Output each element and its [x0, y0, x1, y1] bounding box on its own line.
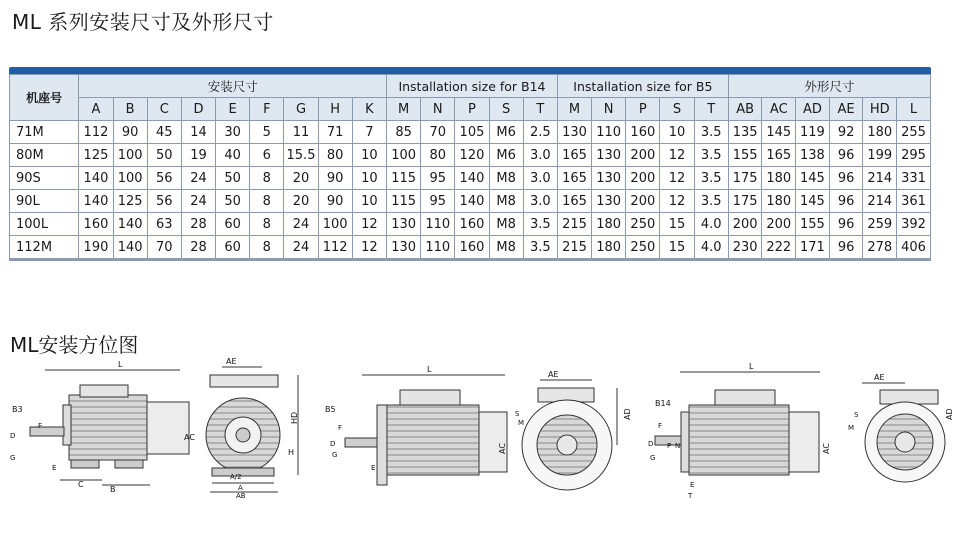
- table-cell: M8: [489, 213, 523, 236]
- frame-size-cell: 90L: [10, 190, 79, 213]
- table-cell: 250: [626, 236, 660, 259]
- table-row: [10, 236, 931, 259]
- table-cell: 28: [181, 213, 215, 236]
- table-cell: 3.5: [694, 167, 728, 190]
- b3-dim-g: G: [10, 454, 16, 462]
- column-header: T: [523, 98, 557, 121]
- table-cell: 155: [728, 144, 762, 167]
- table-cell: 155: [796, 213, 830, 236]
- column-header: G: [284, 98, 318, 121]
- table-cell: 140: [455, 190, 489, 213]
- b5-dim-l: L: [427, 365, 432, 374]
- table-cell: 11: [284, 121, 318, 144]
- table-cell: 90: [113, 121, 147, 144]
- table-cell: 331: [897, 167, 931, 190]
- table-cell: 4.0: [694, 236, 728, 259]
- table-cell: 115: [387, 167, 421, 190]
- table-cell: 95: [421, 190, 455, 213]
- b14-dim-m: M: [848, 424, 855, 432]
- table-cell: 200: [626, 190, 660, 213]
- table-cell: 255: [897, 121, 931, 144]
- b3-side-view: [10, 360, 195, 494]
- table-cell: 112: [79, 121, 113, 144]
- table-cell: 92: [829, 121, 863, 144]
- table-cell: 71: [318, 121, 352, 144]
- table-cell: 165: [557, 167, 591, 190]
- column-header: AE: [829, 98, 863, 121]
- table-cell: 214: [863, 167, 897, 190]
- b14-dim-p: P: [667, 442, 672, 450]
- b14-dim-ad: AD: [945, 408, 954, 420]
- column-header: K: [352, 98, 386, 121]
- table-cell: 165: [557, 190, 591, 213]
- column-header: AD: [796, 98, 830, 121]
- b14-dim-l: L: [749, 362, 754, 371]
- table-cell: 100: [387, 144, 421, 167]
- table-cell: 70: [147, 236, 181, 259]
- b5-side-view: [325, 365, 507, 485]
- table-cell: 145: [762, 121, 796, 144]
- b14-dim-ac: AC: [822, 443, 831, 454]
- frame-size-cell: 71M: [10, 121, 79, 144]
- table-cell: 80: [318, 144, 352, 167]
- table-cell: 3.0: [523, 144, 557, 167]
- b14-dim-e: E: [690, 481, 695, 489]
- b14-dim-s: S: [854, 411, 859, 419]
- table-cell: 90: [318, 167, 352, 190]
- table-bottom-line: [9, 259, 931, 261]
- table-cell: 130: [592, 144, 626, 167]
- table-cell: M8: [489, 236, 523, 259]
- table-cell: 4.0: [694, 213, 728, 236]
- table-cell: 119: [796, 121, 830, 144]
- b5-dim-ac: AC: [498, 443, 507, 454]
- table-cell: 200: [762, 213, 796, 236]
- table-cell: 8: [250, 167, 284, 190]
- table-cell: 96: [829, 144, 863, 167]
- b3-dim-a2: A/2: [230, 473, 242, 481]
- column-header: M: [387, 98, 421, 121]
- b3-dim-c: C: [78, 480, 84, 489]
- table-cell: 24: [284, 213, 318, 236]
- table-cell: 100: [113, 167, 147, 190]
- table-cell: 214: [863, 190, 897, 213]
- column-header: L: [897, 98, 931, 121]
- table-cell: 130: [387, 213, 421, 236]
- b5-dim-ae: AE: [548, 370, 559, 379]
- table-cell: 56: [147, 190, 181, 213]
- column-header: HD: [863, 98, 897, 121]
- table-cell: M8: [489, 167, 523, 190]
- table-cell: 130: [592, 167, 626, 190]
- table-cell: 115: [387, 190, 421, 213]
- column-header: A: [79, 98, 113, 121]
- table-cell: 8: [250, 236, 284, 259]
- table-cell: 200: [626, 167, 660, 190]
- table-cell: 8: [250, 190, 284, 213]
- table-cell: 5: [250, 121, 284, 144]
- table-cell: 140: [79, 167, 113, 190]
- b5-dim-d: D: [330, 440, 336, 448]
- table-cell: 10: [352, 190, 386, 213]
- table-cell: 63: [147, 213, 181, 236]
- table-cell: 130: [592, 190, 626, 213]
- mounting-diagrams: [0, 350, 959, 539]
- column-header: H: [318, 98, 352, 121]
- b3-dim-hd: HD: [290, 411, 299, 424]
- table-row: [10, 213, 931, 236]
- table-cell: 100: [113, 144, 147, 167]
- table-cell: 250: [626, 213, 660, 236]
- b3-dim-ab: AB: [236, 492, 246, 500]
- table-cell: 110: [592, 121, 626, 144]
- page-title: ML 系列安装尺寸及外形尺寸: [12, 10, 274, 34]
- column-header: E: [216, 98, 250, 121]
- b14-dim-ae: AE: [874, 373, 885, 382]
- table-cell: 40: [216, 144, 250, 167]
- group-header-b14: Installation size for B14: [387, 75, 558, 98]
- table-cell: 12: [660, 167, 694, 190]
- table-cell: 160: [79, 213, 113, 236]
- b5-label: B5: [325, 405, 336, 414]
- table-cell: 6: [250, 144, 284, 167]
- table-cell: 100: [318, 213, 352, 236]
- table-cell: 259: [863, 213, 897, 236]
- column-header: P: [455, 98, 489, 121]
- b14-dim-f: F: [658, 422, 663, 430]
- table-cell: 24: [181, 190, 215, 213]
- table-cell: 30: [216, 121, 250, 144]
- table-cell: 171: [796, 236, 830, 259]
- b5-dim-m: M: [518, 419, 525, 427]
- b14-label: B14: [655, 399, 671, 408]
- b3-dim-f: F: [38, 422, 43, 430]
- b3-dim-l: L: [118, 360, 123, 369]
- table-cell: 406: [897, 236, 931, 259]
- table-cell: 160: [455, 213, 489, 236]
- table-cell: 105: [455, 121, 489, 144]
- table-cell: 3.5: [523, 213, 557, 236]
- column-header: M: [557, 98, 591, 121]
- table-cell: 2.5: [523, 121, 557, 144]
- table-cell: 45: [147, 121, 181, 144]
- b3-dim-ae: AE: [226, 357, 237, 366]
- table-cell: 199: [863, 144, 897, 167]
- b14-dim-n: N: [675, 442, 681, 450]
- table-cell: 175: [728, 190, 762, 213]
- b5-dim-e: E: [371, 464, 376, 472]
- b14-dim-g: G: [650, 454, 656, 462]
- table-cell: 60: [216, 213, 250, 236]
- mounting-diagram-title: ML安装方位图: [10, 333, 139, 357]
- table-cell: 12: [352, 213, 386, 236]
- table-row: [10, 144, 931, 167]
- table-cell: 160: [626, 121, 660, 144]
- table-cell: 96: [829, 213, 863, 236]
- table-cell: 28: [181, 236, 215, 259]
- table-cell: 3.0: [523, 190, 557, 213]
- table-cell: 50: [216, 190, 250, 213]
- table-cell: 3.5: [694, 144, 728, 167]
- table-cell: 215: [557, 236, 591, 259]
- frame-size-cell: 80M: [10, 144, 79, 167]
- table-cell: 145: [796, 190, 830, 213]
- table-cell: 165: [557, 144, 591, 167]
- table-cell: 96: [829, 236, 863, 259]
- column-header: AB: [728, 98, 762, 121]
- table-cell: 175: [728, 167, 762, 190]
- table-cell: 215: [557, 213, 591, 236]
- table-cell: M8: [489, 190, 523, 213]
- table-cell: 90: [318, 190, 352, 213]
- table-cell: 361: [897, 190, 931, 213]
- b14-dim-t: T: [688, 492, 693, 500]
- table-cell: 3.5: [523, 236, 557, 259]
- b3-dim-ac: AC: [184, 433, 195, 442]
- column-header: S: [489, 98, 523, 121]
- dimension-table: [9, 67, 931, 261]
- table-cell: 19: [181, 144, 215, 167]
- group-header-b5: Installation size for B5: [557, 75, 728, 98]
- group-header-install-size: 安装尺寸: [79, 75, 387, 98]
- table-cell: 222: [762, 236, 796, 259]
- table-cell: 8: [250, 213, 284, 236]
- table-cell: 125: [113, 190, 147, 213]
- table-top-bar: [9, 67, 931, 74]
- table-cell: 12: [660, 190, 694, 213]
- frame-size-cell: 100L: [10, 213, 79, 236]
- table-cell: 200: [626, 144, 660, 167]
- table-cell: 125: [79, 144, 113, 167]
- frame-size-cell: 112M: [10, 236, 79, 259]
- table-cell: 20: [284, 190, 318, 213]
- table-cell: 95: [421, 167, 455, 190]
- b3-dim-a: A: [238, 484, 243, 492]
- table-cell: 3.0: [523, 167, 557, 190]
- table-cell: 15: [660, 213, 694, 236]
- table-cell: 200: [728, 213, 762, 236]
- frame-size-header: 机座号: [10, 75, 79, 121]
- b3-dim-d: D: [10, 432, 16, 440]
- table-cell: 130: [557, 121, 591, 144]
- b5-end-view: [515, 370, 632, 490]
- table-cell: 145: [796, 167, 830, 190]
- table-row: [10, 121, 931, 144]
- table-cell: 190: [79, 236, 113, 259]
- table-cell: 140: [113, 213, 147, 236]
- table-cell: 160: [455, 236, 489, 259]
- column-header: T: [694, 98, 728, 121]
- group-header-outline-size: 外形尺寸: [728, 75, 930, 98]
- column-header: AC: [762, 98, 796, 121]
- table-cell: 165: [762, 144, 796, 167]
- table-cell: M6: [489, 121, 523, 144]
- column-header: S: [660, 98, 694, 121]
- table-cell: 140: [455, 167, 489, 190]
- b3-dim-e: E: [52, 464, 57, 472]
- b3-end-view: [206, 357, 299, 500]
- table-cell: 120: [455, 144, 489, 167]
- b3-dim-h: H: [288, 448, 295, 457]
- table-cell: 295: [897, 144, 931, 167]
- table-row: [10, 190, 931, 213]
- table-cell: 70: [421, 121, 455, 144]
- b5-dim-g: G: [332, 451, 338, 459]
- table-row: [10, 167, 931, 190]
- table-cell: 130: [387, 236, 421, 259]
- column-header: F: [250, 98, 284, 121]
- b14-dim-d: D: [648, 440, 654, 448]
- table-cell: 50: [216, 167, 250, 190]
- table-cell: 110: [421, 213, 455, 236]
- column-header: C: [147, 98, 181, 121]
- table-cell: 230: [728, 236, 762, 259]
- table-cell: 14: [181, 121, 215, 144]
- table-cell: 15: [660, 236, 694, 259]
- table-cell: 110: [421, 236, 455, 259]
- table-cell: 180: [592, 236, 626, 259]
- table-cell: 3.5: [694, 121, 728, 144]
- b5-dim-ad: AD: [623, 408, 632, 420]
- table-cell: 60: [216, 236, 250, 259]
- table-cell: 85: [387, 121, 421, 144]
- table-cell: 180: [762, 167, 796, 190]
- table-cell: 10: [352, 144, 386, 167]
- table-cell: 12: [660, 144, 694, 167]
- table-cell: 96: [829, 167, 863, 190]
- table-cell: 56: [147, 167, 181, 190]
- column-header: D: [181, 98, 215, 121]
- table-cell: M6: [489, 144, 523, 167]
- table-cell: 180: [592, 213, 626, 236]
- column-header: N: [592, 98, 626, 121]
- table-cell: 3.5: [694, 190, 728, 213]
- table-cell: 112: [318, 236, 352, 259]
- b3-label: B3: [12, 405, 23, 414]
- frame-size-cell: 90S: [10, 167, 79, 190]
- table-cell: 12: [352, 236, 386, 259]
- table-cell: 96: [829, 190, 863, 213]
- table-cell: 15.5: [284, 144, 318, 167]
- b14-end-view: [848, 373, 954, 482]
- b3-dim-b: B: [110, 485, 116, 494]
- table-cell: 278: [863, 236, 897, 259]
- table-cell: 135: [728, 121, 762, 144]
- column-header: P: [626, 98, 660, 121]
- table-cell: 24: [181, 167, 215, 190]
- table-cell: 20: [284, 167, 318, 190]
- b5-dim-f: F: [338, 424, 343, 432]
- table-cell: 10: [352, 167, 386, 190]
- b5-dim-s: S: [515, 410, 520, 418]
- table-cell: 138: [796, 144, 830, 167]
- table-cell: 24: [284, 236, 318, 259]
- table-cell: 50: [147, 144, 181, 167]
- table-cell: 140: [113, 236, 147, 259]
- column-header: B: [113, 98, 147, 121]
- table-cell: 180: [762, 190, 796, 213]
- table-cell: 80: [421, 144, 455, 167]
- column-header: N: [421, 98, 455, 121]
- table-cell: 180: [863, 121, 897, 144]
- b14-side-view: [648, 362, 831, 500]
- table-cell: 7: [352, 121, 386, 144]
- table-cell: 10: [660, 121, 694, 144]
- table-cell: 392: [897, 213, 931, 236]
- table-cell: 140: [79, 190, 113, 213]
